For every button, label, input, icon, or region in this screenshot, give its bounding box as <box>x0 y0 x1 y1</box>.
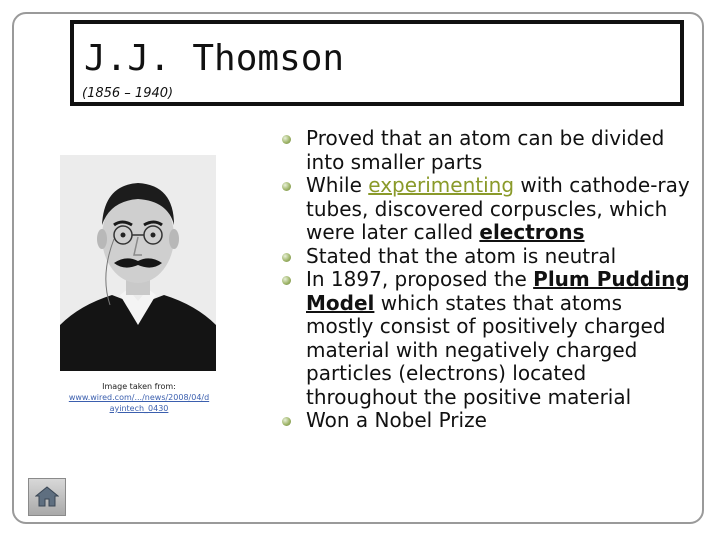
bullet-text: In 1897, proposed the <box>306 267 534 291</box>
bullet-text: Stated that the atom is neutral <box>306 243 617 268</box>
emphasized-term: Plum Pudding Model <box>306 267 690 315</box>
home-button[interactable] <box>28 478 66 516</box>
image-caption <box>58 381 220 414</box>
bullet-dot-icon <box>282 253 291 262</box>
bullet-dot-icon <box>282 417 291 426</box>
bullet-item <box>282 268 692 409</box>
bullet-dot-icon <box>282 276 291 285</box>
bullet-text: Proved that an atom can be divided into smaller parts <box>306 126 665 174</box>
bullet-item <box>282 245 692 269</box>
slide-title: J.J. Thomson <box>84 38 345 79</box>
slide-subtitle: (1856 – 1940) <box>82 86 174 101</box>
bullet-item <box>282 174 692 245</box>
bullet-text: which states that atoms mostly consist of positively charged material with negatively charged particles (electrons) located throughout the positive material <box>306 290 666 409</box>
portrait-image <box>60 155 216 371</box>
bullet-text: While <box>306 173 369 197</box>
bullet-text: with cathode-ray tubes, discovered corpuscles, which were later called <box>306 173 690 244</box>
caption-prefix: Image taken from: <box>102 382 176 391</box>
hyperlink-text[interactable]: experimenting <box>368 173 515 197</box>
home-icon <box>35 485 59 507</box>
bullet-list <box>282 127 692 433</box>
bullet-dot-icon <box>282 182 291 191</box>
bullet-item <box>282 127 692 174</box>
bullet-item <box>282 409 692 433</box>
bullet-dot-icon <box>282 135 291 144</box>
bullet-text: Won a Nobel Prize <box>306 408 487 432</box>
emphasized-term: electrons <box>479 220 585 244</box>
title-box <box>70 20 684 106</box>
caption-source-link[interactable]: www.wired.com/.../news/2008/04/d ayintech_0430 <box>68 393 210 413</box>
